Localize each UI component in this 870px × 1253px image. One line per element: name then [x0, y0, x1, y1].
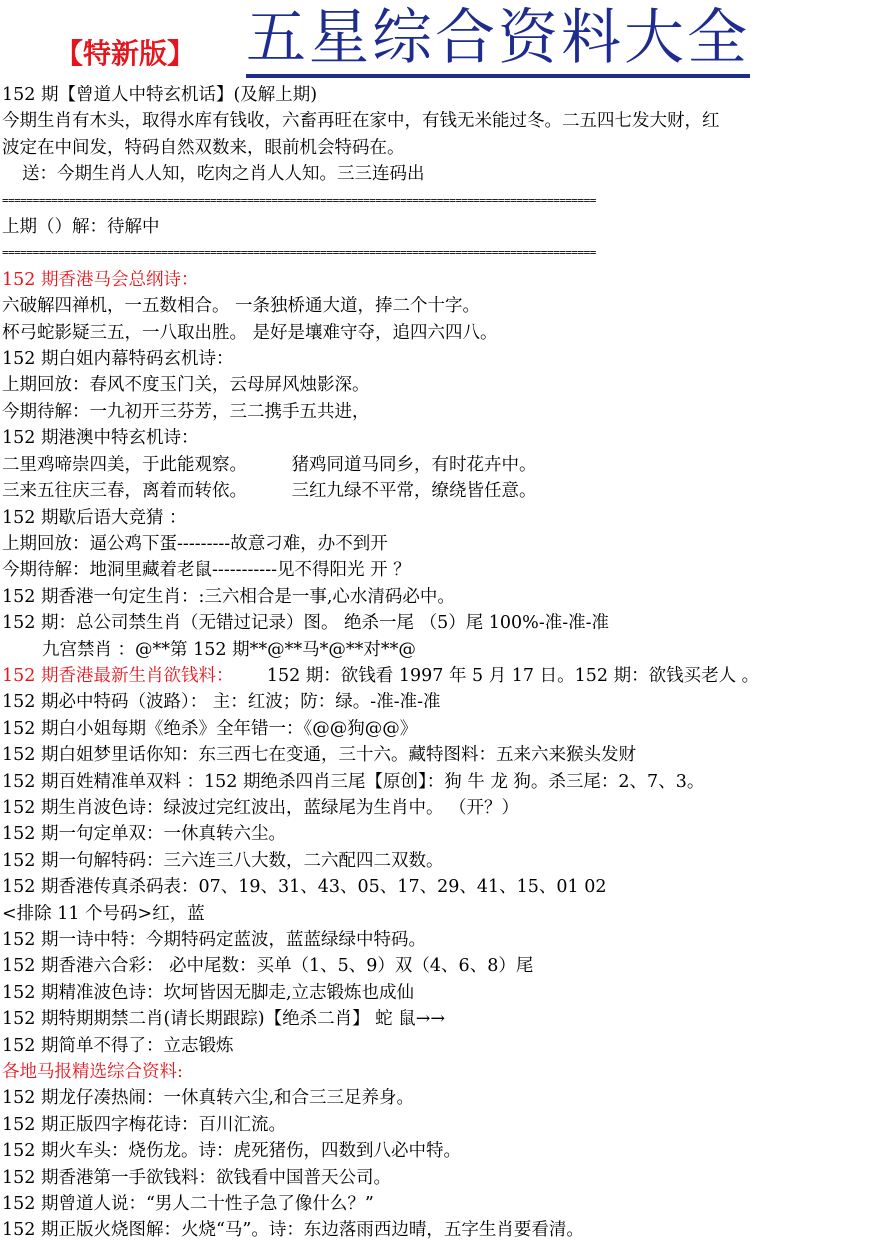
line-text: 152 期香港六合彩： 必中尾数：买单（1、5、9）双（4、6、8）尾	[2, 956, 534, 977]
text-line	[2, 214, 868, 240]
line-text: 152 期歇后语大竞猜 ：	[2, 507, 187, 528]
text-line	[2, 848, 868, 874]
separator-line	[2, 240, 868, 266]
line-tail-text: 152 期：欲钱看 1997 年 5 月 17 日。152 期：欲钱买老人 。	[233, 665, 760, 686]
text-line	[2, 689, 868, 715]
text-line	[2, 1033, 868, 1059]
line-text: 波定在中间发，特码自然双数来，眼前机会特码在。	[2, 137, 405, 158]
line-text: 152 期曾道人说：“男人二十性子急了像什么？”	[2, 1194, 374, 1215]
text-line	[2, 293, 868, 319]
line-text: 152 期白姐梦里话你知：东三西七在变通，三十六。藏特图料：五来六来猴头发财	[2, 745, 636, 766]
edition-badge: 【特新版】	[55, 37, 196, 70]
line-text: 152 期正版四字梅花诗：百川汇流。	[2, 1114, 286, 1135]
text-line	[2, 953, 868, 979]
text-line	[2, 135, 868, 161]
line-text: 152 期精准波色诗：坎坷皆因无脚走,立志锻炼也成仙	[2, 982, 415, 1003]
text-line	[2, 399, 868, 425]
text-line	[2, 531, 868, 557]
line-text: 上期回放：逼公鸡下蛋---------故意刁难，办不到开	[2, 533, 388, 554]
line-text: 152 期必中特码（波路）： 主：红波；防：绿。-准-准-准	[2, 692, 441, 713]
text-line	[2, 425, 868, 451]
text-line	[2, 82, 868, 108]
line-text: 杯弓蛇影疑三五，一八取出胜。 是好是壤难守夺，追四六四八。	[2, 322, 498, 343]
line-text: 152 期白小姐每期《绝杀》全年错一：《@@狗@@》	[2, 718, 418, 739]
text-line	[2, 1191, 868, 1217]
line-text: 九宫禁肖 ：@**第 152 期**@**马*@**对**@	[42, 639, 416, 660]
line-text: 今期待解：地洞里藏着老鼠-----------见不得阳光 开 ？	[2, 560, 411, 581]
text-line	[2, 372, 868, 398]
line-text: 152 期白姐内幕特码玄机诗：	[2, 349, 234, 370]
line-text: 152 期生肖波色诗：绿波过完红波出，蓝绿尾为生肖中。 （开？）	[2, 797, 520, 818]
line-text: 二里鸡啼崇四美，于此能观察。 猪鸡同道马同乡，有时花卉中。	[2, 454, 537, 475]
line-text: 152 期【曾道人中特玄机话】(及解上期)	[2, 85, 318, 105]
page-header	[0, 0, 870, 82]
document-body	[0, 82, 868, 1244]
text-line	[2, 610, 868, 636]
text-line	[2, 1006, 868, 1032]
text-line	[2, 769, 868, 795]
page-title: 五星综合资料大全	[246, 4, 750, 78]
line-text: 152 期香港传真杀码表：07、19、31、43、05、17、29、41、15、01 02	[2, 877, 607, 898]
text-line	[2, 1138, 868, 1164]
line-text: 152 期百姓精准单双料 ：152 期绝杀四肖三尾【原创】：狗 牛 龙 狗。杀三尾：2、7、3。	[2, 771, 705, 792]
line-text: 上期回放：春风不度玉门关，云母屏风烛影深。	[2, 375, 370, 396]
line-text: 送：今期生肖人人知，吃肉之肖人人知。三三连码出	[22, 164, 425, 185]
text-line	[2, 901, 868, 927]
line-text: 各地马报精选综合资料:	[2, 1062, 183, 1083]
line-text: 152 期正版火烧图解：火烧“马”。诗：东边落雨西边晴，五字生肖要看清。	[2, 1220, 584, 1241]
text-line	[2, 1217, 868, 1243]
line-text: 152 期一诗中特：今期特码定蓝波，蓝蓝绿绿中特码。	[2, 930, 426, 950]
line-text: =================================================================================================	[2, 246, 596, 260]
text-line	[2, 1165, 868, 1191]
text-line	[2, 584, 868, 610]
line-text: 152 期香港一句定生肖：:三六相合是一事,心水清码必中。	[2, 586, 455, 607]
text-line	[2, 557, 868, 583]
line-text: 三来五往庆三春，离着而转依。 三红九绿不平常，缭绕皆任意。	[2, 481, 537, 502]
line-text: 152 期港澳中特玄机诗：	[2, 428, 199, 449]
text-line	[2, 980, 868, 1006]
text-line	[2, 1112, 868, 1138]
line-text: 152 期火车头：烧伤龙。诗：虎死猪伤，四数到八必中特。	[2, 1141, 461, 1162]
text-line	[2, 716, 868, 742]
line-text: 今期生肖有木头，取得水库有钱收，六畜再旺在家中，有钱无米能过冬。二五四七发大财，红	[2, 111, 720, 132]
text-line	[2, 663, 868, 689]
text-line	[2, 108, 868, 134]
text-line	[2, 795, 868, 821]
separator-line	[2, 188, 868, 214]
text-line	[2, 637, 868, 663]
text-line	[2, 874, 868, 900]
text-line	[2, 927, 868, 953]
text-line	[2, 346, 868, 372]
line-text: 152 期香港第一手欲钱料：欲钱看中国普天公司。	[2, 1167, 391, 1188]
text-line	[2, 1059, 868, 1085]
text-line	[2, 821, 868, 847]
line-text: 152 期一句定单双：一休真转六尘。	[2, 824, 286, 845]
line-text: 上期（）解：待解中	[2, 217, 160, 238]
text-line	[2, 320, 868, 346]
line-text: 今期待解：一九初开三芬芳，三二携手五共进，	[2, 401, 370, 422]
line-text: 152 期一句解特码：三六连三八大数，二六配四二双数。	[2, 850, 444, 871]
line-text: 152 期香港马会总纲诗：	[2, 269, 199, 290]
text-line	[2, 161, 868, 187]
line-text: <排除 11 个号码>红，蓝	[2, 903, 205, 924]
line-text: 六破解四禅机，一五数相合。 一条独桥通大道，捧二个十字。	[2, 296, 481, 317]
line-text: =================================================================================================	[2, 193, 596, 207]
text-line	[2, 478, 868, 504]
text-line	[2, 1085, 868, 1111]
text-line	[2, 742, 868, 768]
text-line	[2, 452, 868, 478]
text-line	[2, 505, 868, 531]
line-text: 152 期：总公司禁生肖（无错过记录）图。 绝杀一尾 （5）尾 100%-准-准-准	[2, 613, 610, 634]
line-text: 152 期简单不得了：立志锻炼	[2, 1035, 234, 1056]
line-text: 152 期龙仔凑热闹：一休真转六尘,和合三三足养身。	[2, 1088, 415, 1109]
text-line	[2, 267, 868, 293]
line-text: 152 期特期期禁二肖(请长期跟踪)【绝杀二肖】 蛇 鼠→→	[2, 1009, 446, 1030]
line-text: 152 期香港最新生肖欲钱料：	[2, 665, 234, 686]
